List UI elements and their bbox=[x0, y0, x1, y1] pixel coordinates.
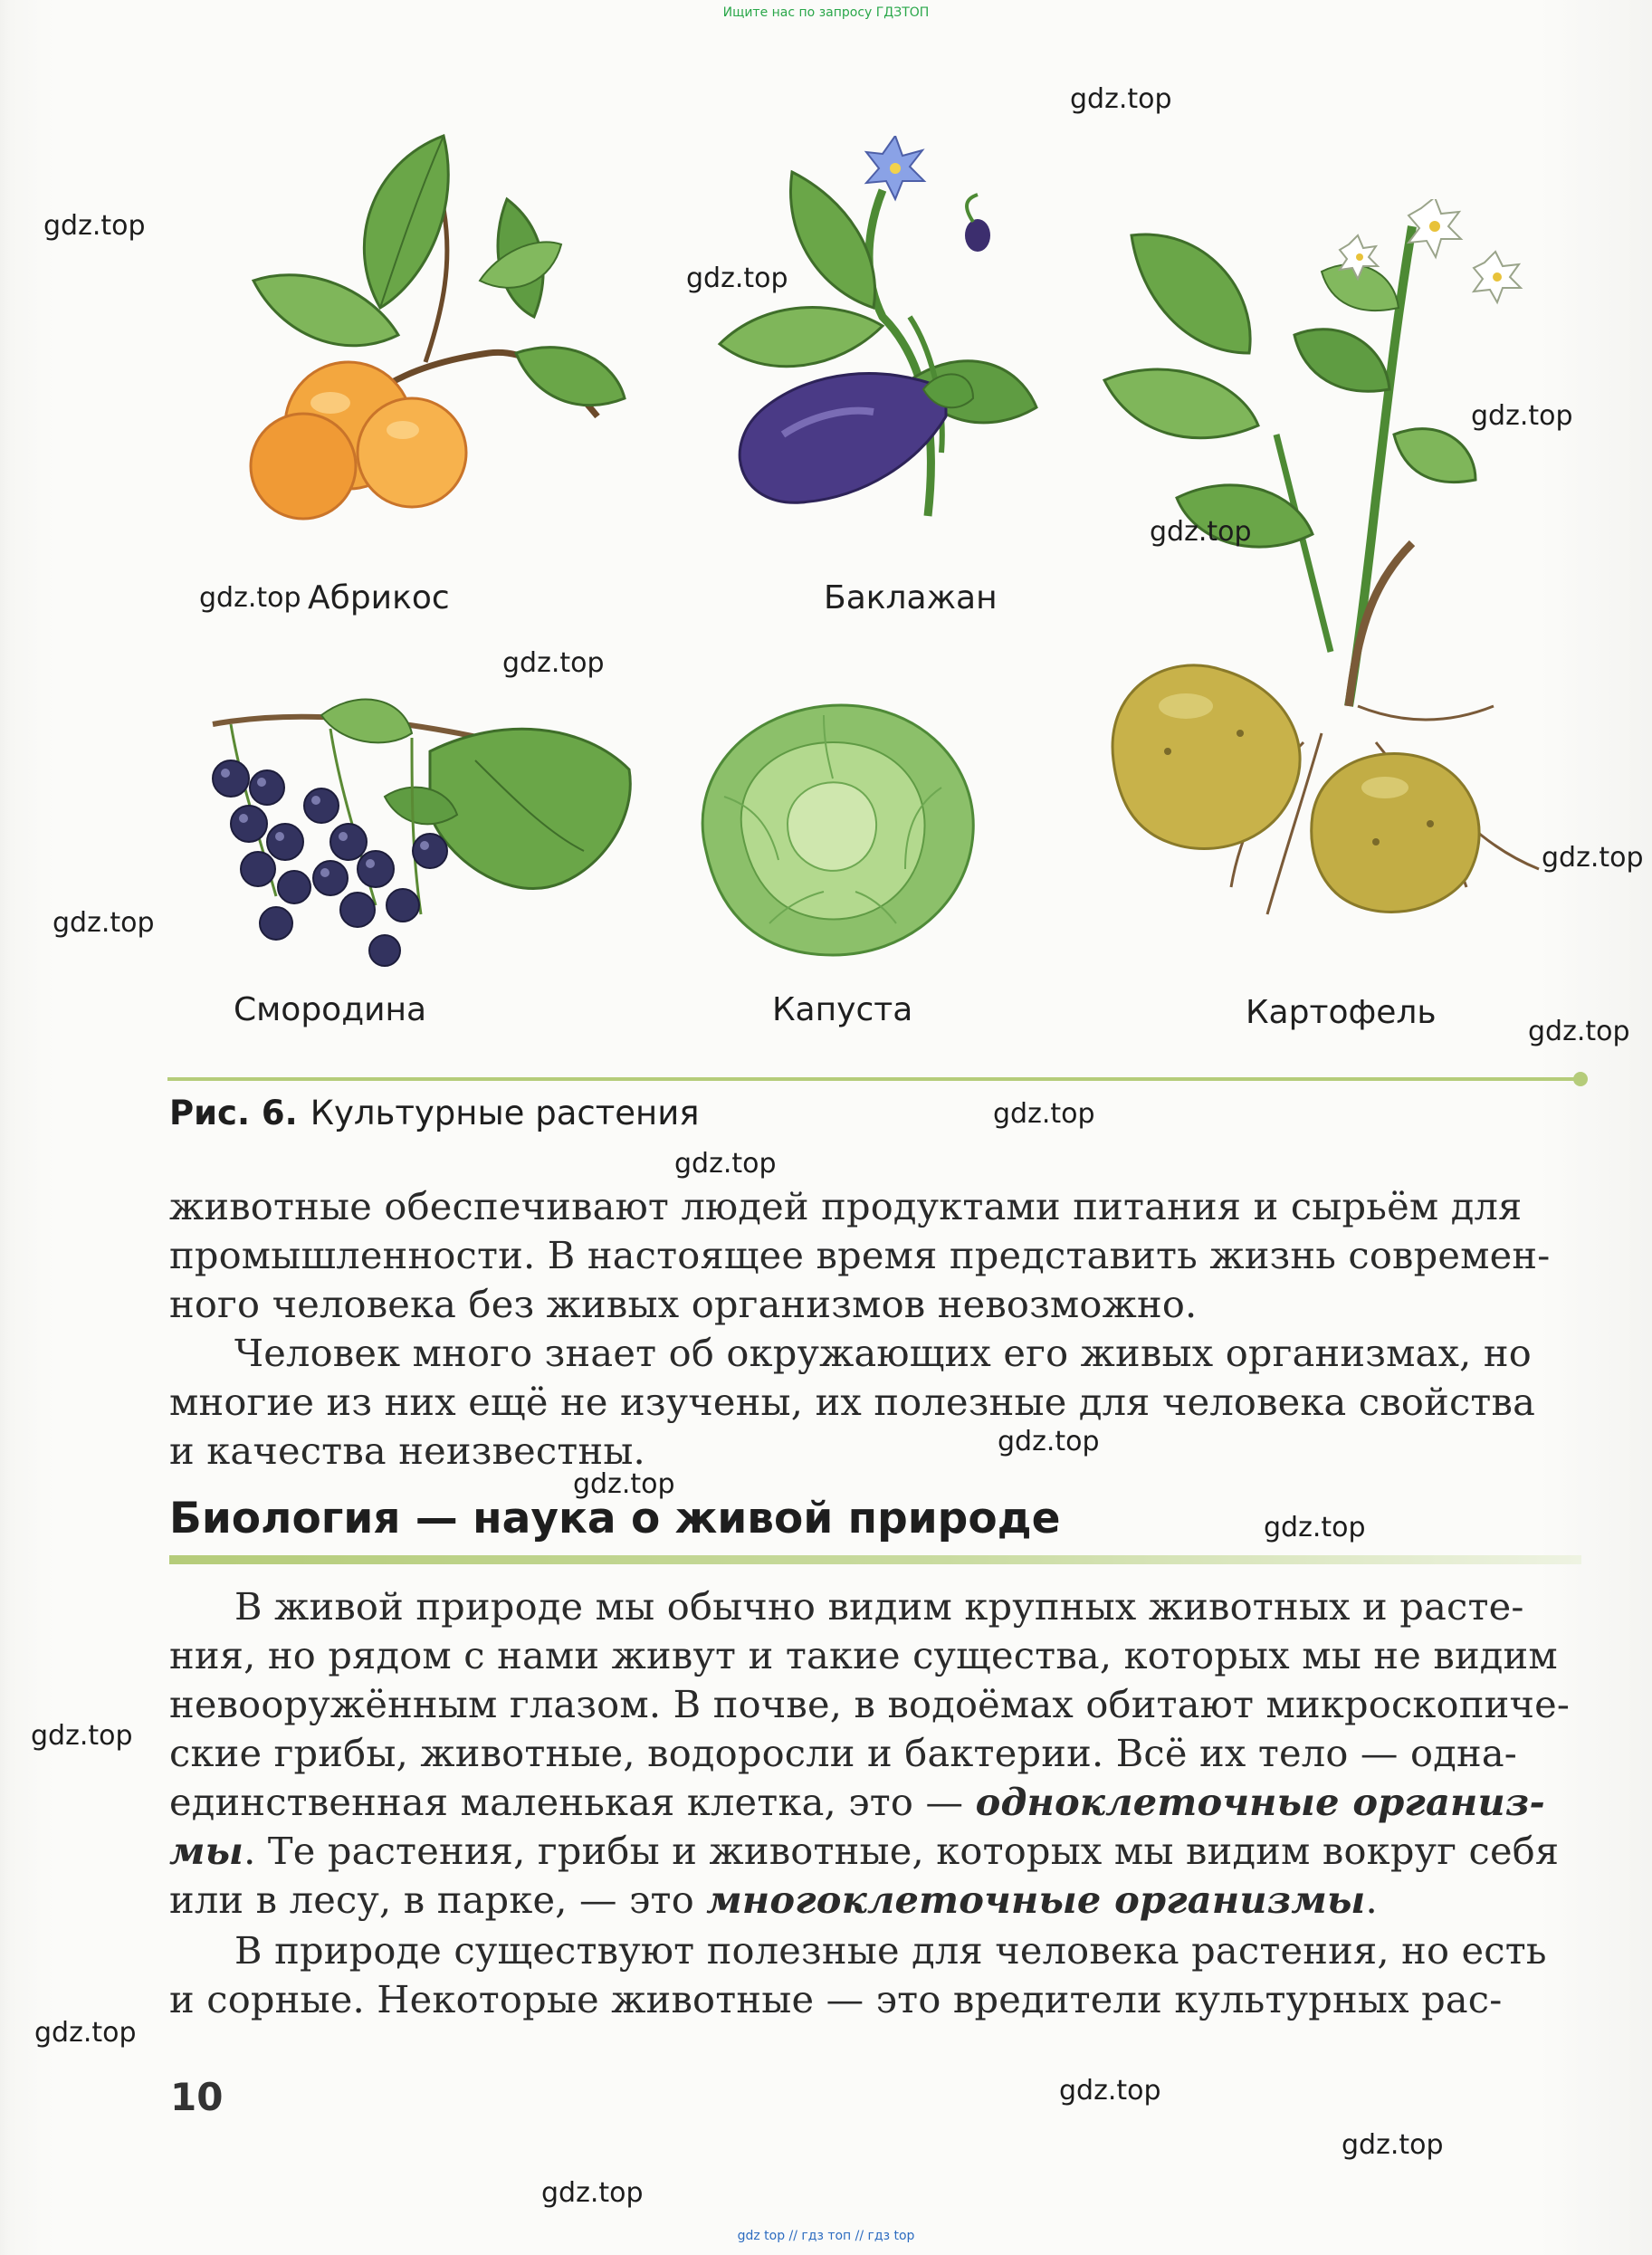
cabbage-illustration bbox=[688, 688, 987, 960]
watermark: gdz.top bbox=[1471, 400, 1573, 432]
watermark: gdz.top bbox=[34, 2017, 137, 2049]
watermark: gdz.top bbox=[993, 1098, 1095, 1130]
watermark: gdz.top bbox=[1528, 1016, 1630, 1047]
paragraph-3 bbox=[169, 1582, 1581, 1925]
paragraph-2-line-2: многие из них ещё не изучены, их полезные для человека свойства bbox=[169, 1380, 1536, 1424]
paragraph-3-line-5-text: единственная маленькая клетка, это — bbox=[169, 1780, 976, 1824]
term-unicellular: одноклеточные организ- bbox=[975, 1780, 1545, 1824]
paragraph-3-line-1: В живой природе мы обычно видим крупных животных и расте- bbox=[234, 1584, 1524, 1629]
paragraph-2-line-1: Человек много знает об окружающих его живых организмах, но bbox=[234, 1331, 1532, 1375]
watermark: gdz.top bbox=[53, 907, 155, 939]
paragraph-4 bbox=[169, 1926, 1581, 2024]
watermark: gdz.top bbox=[998, 1426, 1100, 1457]
figure-caption bbox=[169, 1094, 700, 1132]
footer-note[interactable]: gdz top // гдз топ // гдз top bbox=[737, 2229, 915, 2243]
potato-illustration bbox=[1086, 199, 1557, 960]
paragraph-1 bbox=[169, 1182, 1581, 1329]
paragraph-1-line-1: животные обеспечивают людей продуктами питания и сырьём для bbox=[169, 1184, 1523, 1228]
watermark: gdz.top bbox=[1264, 1512, 1366, 1543]
term-unicellular-end: мы bbox=[169, 1829, 244, 1873]
watermark: gdz.top bbox=[1150, 516, 1252, 548]
section-heading-underline bbox=[169, 1555, 1581, 1564]
paragraph-3-line-2: ния, но рядом с нами живут и такие существа, которых мы не видим bbox=[169, 1633, 1558, 1677]
label-potato: Картофель bbox=[1246, 994, 1437, 1031]
term-multicellular: многоклеточные организмы bbox=[706, 1878, 1366, 1922]
paragraph-3-line-6 bbox=[169, 1827, 1581, 1876]
eggplant-illustration bbox=[702, 136, 1046, 525]
label-eggplant: Баклажан bbox=[824, 579, 998, 616]
watermark: gdz.top bbox=[686, 263, 788, 294]
watermark: gdz.top bbox=[199, 582, 301, 614]
watermark: gdz.top bbox=[1542, 842, 1644, 874]
figure-divider bbox=[167, 1077, 1580, 1081]
paragraph-4-line-1: В природе существуют полезные для человека растения, но есть bbox=[234, 1928, 1547, 1973]
paragraph-3-line-7-end: . bbox=[1365, 1878, 1378, 1922]
paragraph-1-line-2: промышленности. В настоящее время представить жизнь современ- bbox=[169, 1233, 1551, 1277]
figure-divider-dot bbox=[1573, 1072, 1588, 1086]
watermark: gdz.top bbox=[43, 210, 146, 242]
watermark: gdz.top bbox=[502, 647, 605, 679]
label-cabbage: Капуста bbox=[772, 991, 913, 1028]
paragraph-4-line-2: и сорные. Некоторые животные — это вредители культурных рас- bbox=[169, 1977, 1503, 2021]
watermark: gdz.top bbox=[1070, 83, 1172, 115]
watermark: gdz.top bbox=[31, 1720, 133, 1752]
figure-caption-text: Культурные растения bbox=[310, 1094, 700, 1132]
watermark: gdz.top bbox=[1342, 2129, 1444, 2161]
watermark: gdz.top bbox=[541, 2177, 644, 2209]
watermark: gdz.top bbox=[674, 1148, 777, 1180]
paragraph-3-line-3: невооружённым глазом. В почве, в водоёмах обитают микроскопиче- bbox=[169, 1682, 1571, 1726]
section-heading: Биология — наука о живой природе bbox=[169, 1494, 1061, 1543]
paragraph-2-line-3: и качества неизвестны. bbox=[169, 1428, 645, 1473]
page-number: 10 bbox=[170, 2075, 224, 2119]
paragraph-1-line-3: ного человека без живых организмов невозможно. bbox=[169, 1282, 1198, 1326]
paragraph-3-line-4: ские грибы, животные, водоросли и бактерии. Всё их тело — одна- bbox=[169, 1731, 1517, 1775]
label-apricot: Абрикос bbox=[308, 579, 450, 616]
paragraph-3-line-5 bbox=[169, 1778, 1581, 1827]
currant-illustration bbox=[204, 688, 647, 978]
apricot-illustration bbox=[217, 127, 634, 543]
paragraph-2 bbox=[169, 1329, 1581, 1476]
header-search-note[interactable]: Ищите нас по запросу ГДЗТОП bbox=[722, 5, 930, 20]
paragraph-3-line-6-text: . Те растения, грибы и животные, которых мы видим вокруг себя bbox=[244, 1829, 1560, 1873]
figure-caption-number: Рис. 6. bbox=[169, 1094, 298, 1132]
label-currant: Смородина bbox=[234, 991, 427, 1028]
watermark: gdz.top bbox=[573, 1468, 675, 1500]
paragraph-3-line-7 bbox=[169, 1876, 1581, 1925]
watermark: gdz.top bbox=[1059, 2075, 1161, 2107]
paragraph-3-line-7-text: или в лесу, в парке, — это bbox=[169, 1878, 707, 1922]
